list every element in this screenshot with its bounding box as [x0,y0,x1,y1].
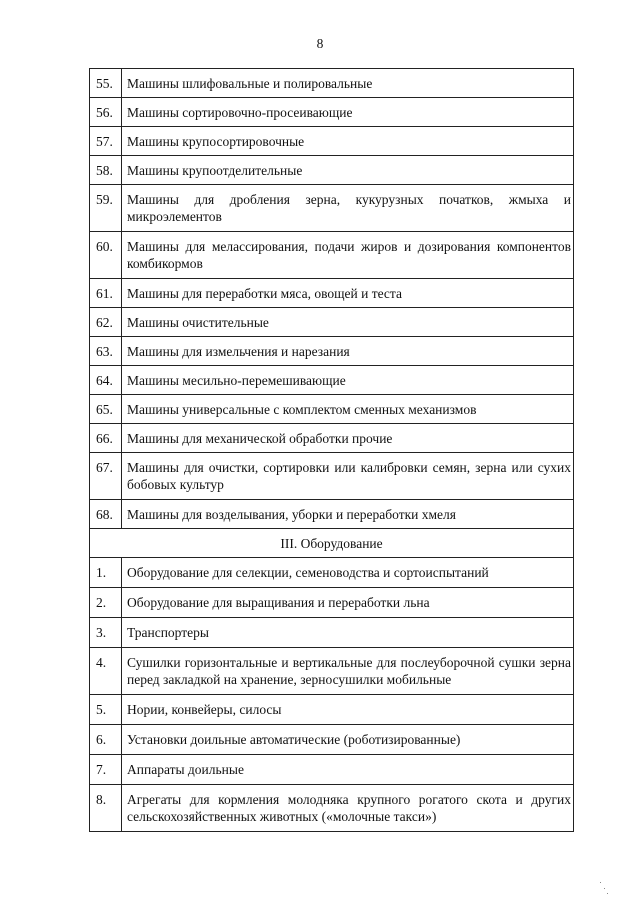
table-row [90,558,574,588]
table-row [90,185,574,232]
row-number: 59. [90,185,122,232]
row-text: Машины для очистки, сортировки или калибровки семян, зерна или сухих бобовых культур [122,453,574,500]
table-row [90,127,574,156]
row-number: 64. [90,366,122,395]
table-row [90,453,574,500]
row-number: 57. [90,127,122,156]
table-row [90,725,574,755]
row-text: Машины для механической обработки прочие [122,424,574,453]
page-number: 8 [316,36,324,51]
table-row [90,588,574,618]
row-text: Оборудование для селекции, семеноводства и сортоиспытаний [122,558,574,588]
row-text: Машины универсальные с комплектом сменных механизмов [122,395,574,424]
row-number: 1. [90,558,122,588]
table-row [90,279,574,308]
row-number: 63. [90,337,122,366]
row-number: 66. [90,424,122,453]
row-number: 2. [90,588,122,618]
table-row [90,424,574,453]
row-number: 68. [90,500,122,529]
row-text: Транспортеры [122,618,574,648]
row-text: Машины шлифовальные и полировальные [122,69,574,98]
row-text: Машины для измельчения и нарезания [122,337,574,366]
row-number: 56. [90,98,122,127]
table-row [90,69,574,98]
row-text: Машины для мелассирования, подачи жиров и дозирования компонентов комбикормов [122,232,574,279]
row-number: 58. [90,156,122,185]
row-number: 67. [90,453,122,500]
row-text: Машины месильно-перемешивающие [122,366,574,395]
row-text: Машины сортировочно-просеивающие [122,98,574,127]
row-number: 4. [90,648,122,695]
row-text: Машины для возделывания, уборки и переработки хмеля [122,500,574,529]
row-number: 65. [90,395,122,424]
row-number: 3. [90,618,122,648]
row-number: 5. [90,695,122,725]
scan-speckles [598,880,612,900]
row-number: 7. [90,755,122,785]
table-row [90,500,574,529]
row-number: 62. [90,308,122,337]
table-row [90,98,574,127]
row-text: Сушилки горизонтальные и вертикальные для послеуборочной сушки зерна перед закладкой на хранение, зерносушилки мобильные [122,648,574,695]
row-number: 6. [90,725,122,755]
row-text: Установки доильные автоматические (роботизированные) [122,725,574,755]
section-title: III. Оборудование [90,529,574,558]
row-number: 8. [90,785,122,832]
row-text: Машины крупоотделительные [122,156,574,185]
row-text: Машины для дробления зерна, кукурузных початков, жмыха и микроэлементов [122,185,574,232]
table-row [90,232,574,279]
table-row [90,366,574,395]
row-number: 60. [90,232,122,279]
row-text: Машины крупосортировочные [122,127,574,156]
row-text: Агрегаты для кормления молодняка крупного рогатого скота и других сельскохозяйственных животных («молочные такси») [122,785,574,832]
row-text: Аппараты доильные [122,755,574,785]
equipment-list-table [89,68,574,832]
table-row [90,648,574,695]
row-text: Машины очистительные [122,308,574,337]
row-text: Оборудование для выращивания и переработки льна [122,588,574,618]
table-row [90,618,574,648]
row-text: Машины для переработки мяса, овощей и теста [122,279,574,308]
table-row [90,337,574,366]
table-row [90,156,574,185]
row-text: Нории, конвейеры, силосы [122,695,574,725]
row-number: 61. [90,279,122,308]
section-header-row [90,529,574,558]
table-row [90,755,574,785]
table-row [90,308,574,337]
table-row [90,395,574,424]
table-row [90,695,574,725]
row-number: 55. [90,69,122,98]
table-row [90,785,574,832]
